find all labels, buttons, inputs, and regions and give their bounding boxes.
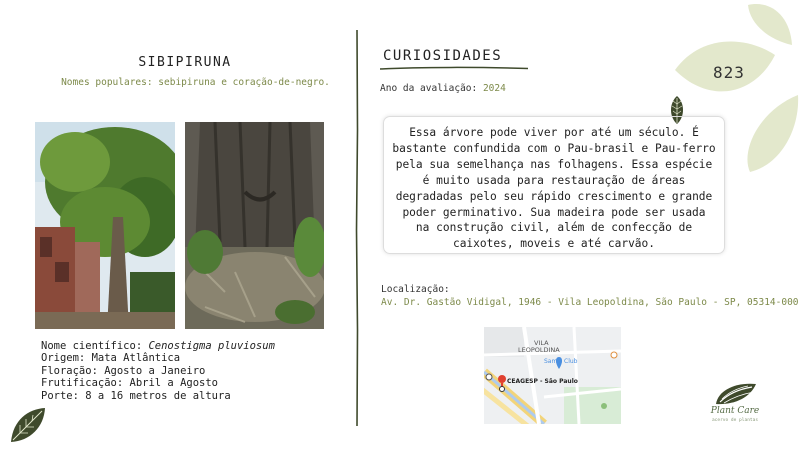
counter-number: 823 (713, 63, 745, 82)
fact-origin: Origem: Mata Atlântica (41, 352, 181, 365)
map-place-sams-club: Sam's Club (544, 358, 578, 365)
tree-name-title: SIBIPIRUNA (138, 55, 232, 70)
fact-scientific-name: Nome científico: Cenostigma pluviosum (41, 340, 275, 352)
curiosities-text-box (383, 116, 725, 254)
curiosity-line: é muito usada para restauração de áreas (422, 173, 686, 187)
curiosity-line: bastante confundida com o Pau-brasil e Pau-ferro (392, 141, 716, 155)
fact-size: Porte: 8 a 16 metros de altura (41, 389, 231, 402)
curiosity-line: caixotes, moveis e até carvão. (452, 237, 656, 251)
location-label: Localização: (381, 284, 450, 295)
tree-photo (35, 122, 175, 329)
map-place-ceagesp: CEAGESP - São Paulo (507, 378, 578, 385)
popular-names: Nomes populares: sebipiruna e coração-de-negro. (61, 77, 330, 88)
fact-fruiting: Frutificação: Abril a Agosto (41, 377, 219, 390)
location-map[interactable] (484, 327, 621, 424)
curiosity-line: poder germinativo. Sua madeira pode ser usada (402, 205, 706, 219)
curiosity-line: Essa árvore pode viver por até um século. É (409, 126, 699, 139)
curiosity-line: degradadas pelo seu rápido crescimento e grande (395, 189, 713, 203)
tree-facts (41, 340, 275, 402)
leaf-decoration-bottom-left-icon (8, 405, 48, 445)
curiosities-title: CURIOSIDADES (383, 48, 503, 64)
evaluation-year: Ano da avaliação: 2024 (380, 83, 506, 94)
brand-tagline: acervo de plantas (711, 418, 759, 423)
vertical-divider (355, 30, 359, 426)
location-address: Av. Dr. Gastão Vidigal, 1946 - Vila Leopoldina, São Paulo - SP, 05314-000 (381, 297, 799, 308)
trunk-photo (185, 122, 324, 329)
fact-flowering: Floração: Agosto a Janeiro (41, 364, 206, 377)
plant-care-logo (714, 380, 758, 406)
map-district-line1: VILA (534, 339, 549, 347)
brand-name: Plant Care (710, 406, 760, 416)
map-district-line2: LEOPOLDINA (518, 346, 560, 354)
curiosity-line: na construção civil, além de confecção de (415, 221, 693, 235)
title-underline (380, 66, 528, 71)
curiosity-line: pela sua semelhança nas folhagens. Essa espécie (395, 157, 713, 171)
